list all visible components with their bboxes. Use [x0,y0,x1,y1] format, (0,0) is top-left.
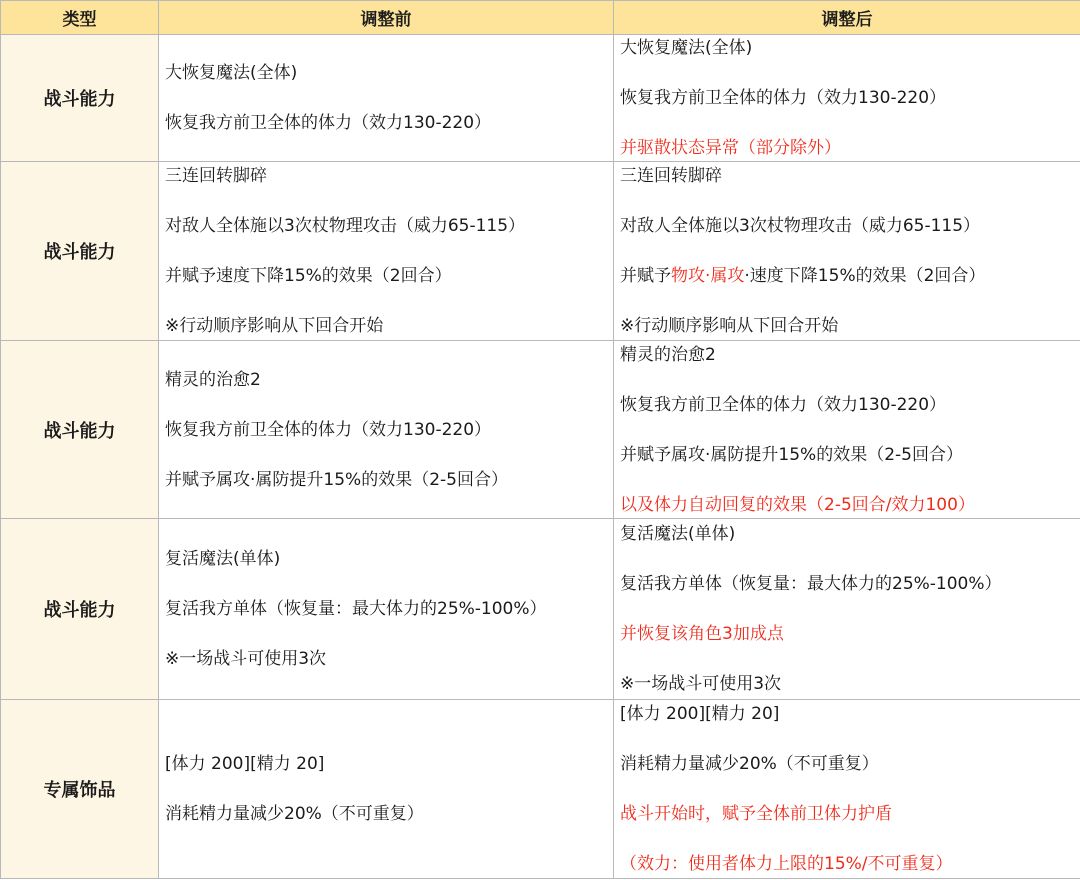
header-before: 调整前 [159,1,614,35]
before-line: 恢复我方前卫全体的体力（效力130-220） [165,113,492,133]
after-text-highlight: 物攻·属攻 [671,266,745,286]
table-row [1,162,1080,341]
after-line-highlight: 以及体力自动回复的效果（2-5回合/效力100） [620,494,975,515]
before-line: 恢复我方前卫全体的体力（效力130-220） [165,419,492,440]
after-cell [614,519,1080,700]
before-cell [159,519,614,700]
after-line: 复活魔法(单体) [620,524,736,544]
after-line: 并赋予属攻·属防提升15%的效果（2-5回合） [620,444,963,465]
before-cell [159,35,614,162]
row-category: 战斗能力 [1,35,159,162]
before-line: 对敌人全体施以3次杖物理攻击（威力65-115） [165,216,526,236]
table-row [1,519,1080,700]
after-line-highlight: 战斗开始时，赋予全体前卫体力护盾 [620,804,892,824]
row-category: 战斗能力 [1,519,159,700]
before-cell [159,341,614,519]
before-line: 复活魔法(单体) [165,549,281,569]
before-line: 大恢复魔法(全体) [165,63,298,83]
table-row [1,35,1080,162]
row-category: 专属饰品 [1,700,159,879]
after-line: 消耗精力量减少20%（不可重复） [620,754,879,774]
table-row [1,341,1080,519]
after-line: 三连回转脚碎 [620,166,722,186]
after-cell [614,341,1080,519]
before-line: ※行动顺序影响从下回合开始 [165,316,384,336]
after-line: 精灵的治愈2 [620,344,716,365]
before-line: 复活我方单体（恢复量：最大体力的25%-100%） [165,599,547,619]
row-category: 战斗能力 [1,341,159,519]
before-line: ※一场战斗可使用3次 [165,649,327,669]
before-line: 精灵的治愈2 [165,369,261,390]
after-text: ·速度下降15%的效果（2回合） [744,266,986,286]
before-cell [159,700,614,879]
after-line: 恢复我方前卫全体的体力（效力130-220） [620,88,947,108]
after-line: 大恢复魔法(全体) [620,38,753,58]
after-line: 恢复我方前卫全体的体力（效力130-220） [620,394,947,415]
after-line: 复活我方单体（恢复量：最大体力的25%-100%） [620,574,1002,594]
before-line: 消耗精力量减少20%（不可重复） [165,804,424,824]
after-cell [614,35,1080,162]
after-line-mixed [620,265,1080,287]
header-type: 类型 [1,1,159,35]
after-text: 并赋予 [620,266,671,286]
row-category: 战斗能力 [1,162,159,341]
after-line: 对敌人全体施以3次杖物理攻击（威力65-115） [620,216,981,236]
after-cell [614,162,1080,341]
after-line-highlight: 并恢复该角色3加成点 [620,624,784,644]
after-line-highlight: （效力：使用者体力上限的15%/不可重复） [620,854,953,874]
after-line: [体力 200][精力 20] [620,704,780,724]
header-after: 调整后 [614,1,1080,35]
before-line: 三连回转脚碎 [165,166,267,186]
after-cell [614,700,1080,879]
after-line: ※一场战斗可使用3次 [620,674,782,694]
table-header-row [1,1,1080,35]
after-line: ※行动顺序影响从下回合开始 [620,316,839,336]
table-row [1,700,1080,879]
before-line: 并赋予速度下降15%的效果（2回合） [165,266,452,286]
after-line-highlight: 并驱散状态异常（部分除外） [620,138,841,158]
before-line: [体力 200][精力 20] [165,754,325,774]
before-line: 并赋予属攻·属防提升15%的效果（2-5回合） [165,469,508,490]
before-cell [159,162,614,341]
